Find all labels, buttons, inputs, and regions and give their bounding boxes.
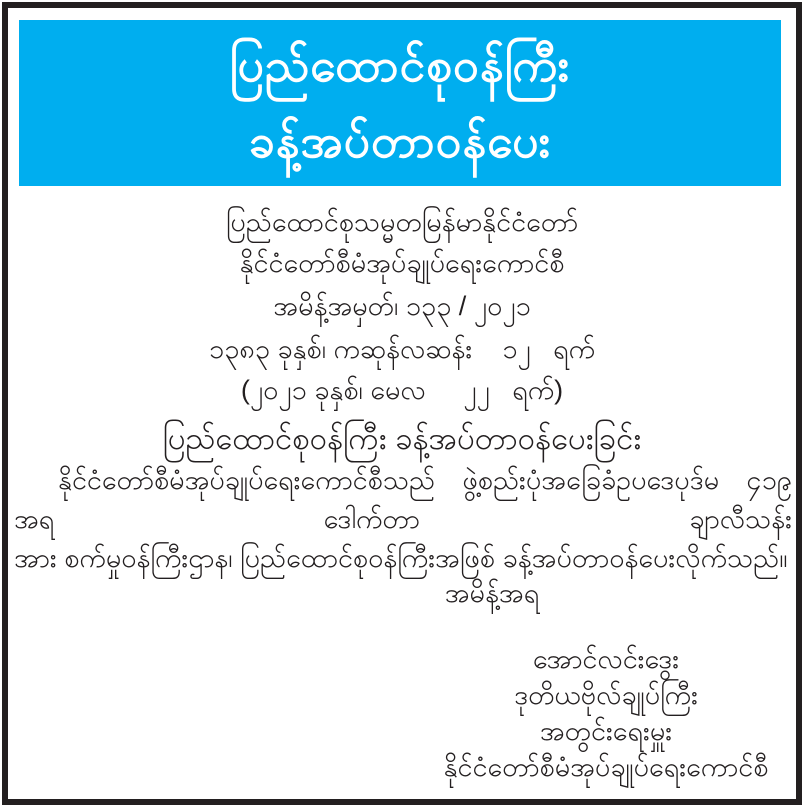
signatory-position: အတွင်းရေးမှူး: [539, 716, 673, 746]
banner-title-line1: ပြည်ထောင်စုဝန်ကြီး: [229, 39, 571, 91]
by-order-clause: အမိန့်အရ: [444, 578, 540, 608]
signatory-organization: နိုင်ငံတော်စီမံအုပ်ချုပ်ရေးကောင်စီ: [443, 752, 769, 782]
signatory-name: အောင်လင်းဒွေး: [532, 644, 680, 674]
title-banner: [19, 20, 781, 186]
order-number: အမိန့်အမှတ်၊ ၁၃၃ / ၂၀၂၁: [273, 291, 531, 321]
myanmar-calendar-date: ၁၃၈၃ ခုနှစ်၊ ကဆုန်လဆန်း ၁၂ ရက်: [208, 334, 596, 364]
signatory-rank: ဒုတိယဗိုလ်ချုပ်ကြီး: [514, 680, 698, 710]
signature-block: [420, 641, 792, 785]
state-name: ပြည်ထောင်စုသမ္မတမြန်မာနိုင်ငံတော်: [225, 207, 579, 237]
order-subject: ပြည်ထောင်စုဝန်ကြီး ခန့်အပ်တာဝန်ပေးခြင်း: [162, 421, 642, 456]
body-paragraph-line2: အား စက်မှုဝန်ကြီးဌာန၊ ပြည်ထောင်စုဝန်ကြီးအဖြစ် ခန့်အပ်တာဝန်ပေးလိုက်သည်။: [14, 543, 788, 573]
banner-title-line2: ခန့်အပ်တာဝန်ပေး: [248, 115, 552, 167]
body-paragraph: [14, 461, 792, 578]
body-paragraph-line1: နိုင်ငံတော်စီမံအုပ်ချုပ်ရေးကောင်စီသည် ဖွဲ့စည်းပုံအခြေခံဥပဒေပုဒ်မ ၄၁၉ အရ ဒေါက်တာ ချာလီသန်း: [14, 465, 792, 534]
council-name: နိုင်ငံတော်စီမံအုပ်ချုပ်ရေးကောင်စီ: [239, 248, 565, 278]
gregorian-calendar-date: (၂၀၂၁ ခုနှစ်၊ မေလ ၂၂ ရက်): [240, 375, 564, 405]
document-heading: [0, 202, 804, 465]
